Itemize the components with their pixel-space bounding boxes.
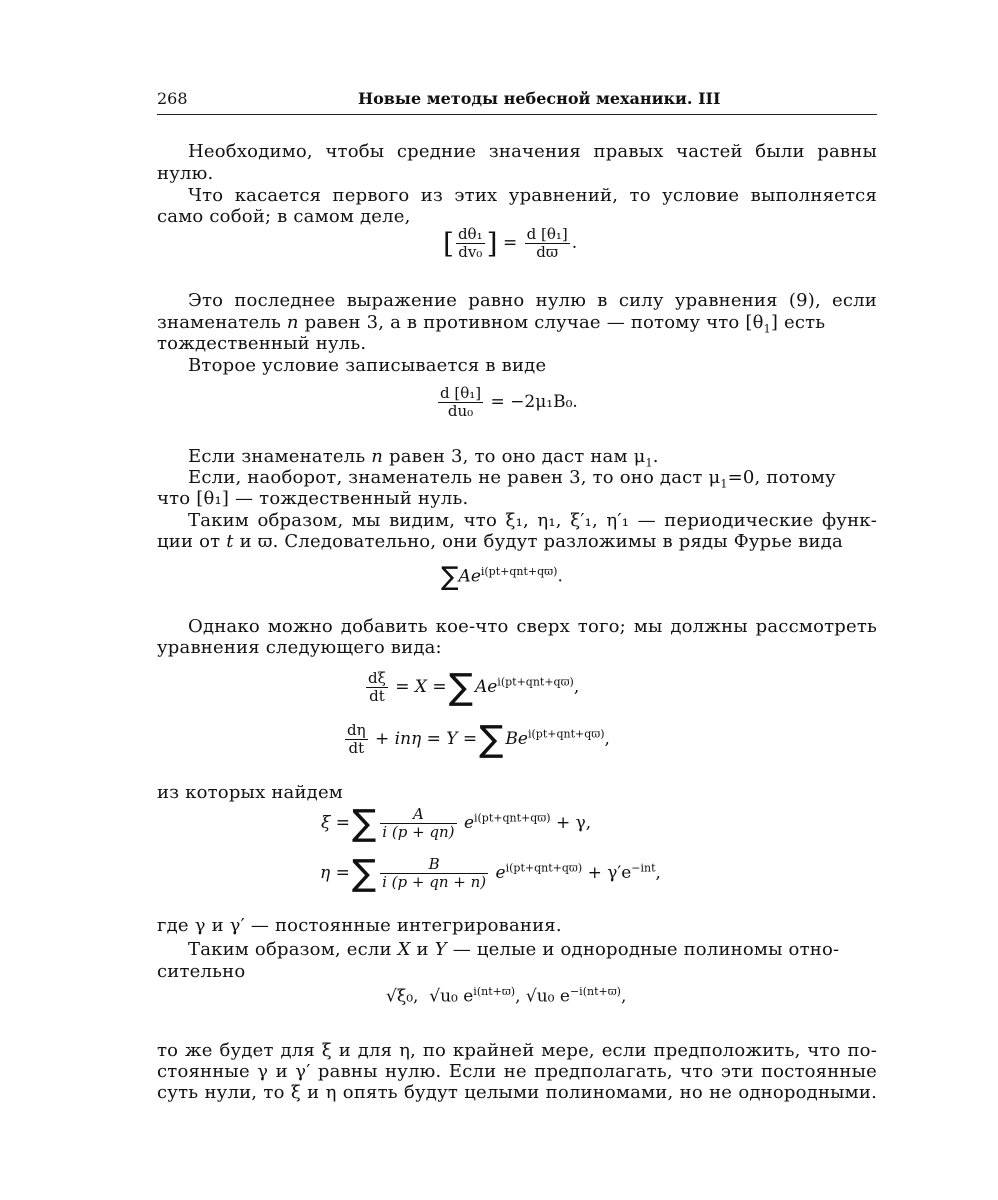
eq2-num: d [θ₁]: [440, 384, 482, 402]
equation-8: √ξ₀, √u₀ $e^{i(nt+ϖ)}$, √u₀ $e^{-i(nt+ϖ)}$,: [386, 985, 627, 1007]
sum-sign: ∑: [479, 718, 504, 760]
text-line: Необходимо, чтобы средние значения правых частей были равны: [188, 141, 877, 162]
text-line: стоянные γ и γ′ равны нулю. Если не предполагать, что эти постоянные: [157, 1061, 877, 1082]
eq2-den: du₀: [438, 402, 483, 420]
text-line: Это последнее выражение равно нулю в силу уравнения (9), если: [188, 290, 877, 311]
text-line: тождественный нуль.: [157, 333, 367, 354]
eq1-end: .: [571, 233, 578, 253]
text-line: Однако можно добавить кое-что сверх того; мы должны рассмотреть: [188, 616, 877, 637]
equation-7: η =∑ $\frac{B}{i (p + qn + n)}$ $e^{i(pt+qnt+qϖ)} + \gamma'e^{-int}$,: [320, 852, 661, 894]
text-line: Таким образом, мы видим, что ξ₁, η₁, ξ′₁, η′₁ — периодические функ-: [188, 510, 877, 531]
text-line: Если знаменатель n равен 3, то оно даст нам $\mu_1$.: [188, 446, 659, 470]
text-line: где γ и γ′ — постоянные интегрирования.: [157, 915, 562, 936]
sum-sign: ∑: [351, 852, 377, 894]
eq1-rhs-num: d [θ₁]: [526, 225, 568, 243]
text-line: сительно: [157, 961, 246, 982]
eq1-lhs-num: dθ₁: [457, 225, 483, 243]
text-line: суть нули, то ξ и η опять будут целыми полиномами, но не однородными.: [157, 1082, 877, 1103]
sum-sign: ∑: [448, 666, 473, 708]
text-line: ции от t и ϖ. Следовательно, они будут разложимы в ряды Фурье вида: [157, 531, 843, 552]
text-line: Если, наоборот, знаменатель не равен 3, то оно даст $\mu_1=0$, потому: [188, 467, 836, 491]
running-title: Новые методы небесной механики. III: [358, 89, 721, 108]
text-line: из которых найдем: [157, 782, 344, 803]
equation-2: [436, 385, 578, 420]
text-line: само собой; в самом деле,: [157, 206, 411, 227]
sum-sign: ∑: [441, 562, 459, 592]
equation-3: $\sum Ae^{i(pt+qnt+qϖ)}$.: [441, 562, 563, 592]
sum-sign: ∑: [352, 802, 377, 844]
eq1-equals: =: [502, 233, 518, 253]
text-line: Второе условие записывается в виде: [188, 355, 547, 376]
header-rule: [157, 114, 877, 115]
eq1-rhs-den: dϖ: [525, 243, 570, 261]
text-line: что [θ₁] — тождественный нуль.: [157, 488, 469, 509]
text-line: то же будет для ξ и для η, по крайней мере, если предположить, что по-: [157, 1040, 877, 1061]
text-line: уравнения следующего вида:: [157, 637, 442, 658]
text-line: Таким образом, если X и Y — целые и однородные полиномы отно-: [188, 939, 840, 960]
text-line: нулю.: [157, 163, 214, 184]
equation-5: $\frac{d\eta}{dt}$ + inη = Y =∑ $Be^{i(pt+qnt+qϖ)}$,: [347, 718, 610, 760]
equation-1: [ $\frac{\text{dθ₁}}{\text{dv₀}}$ ] = $\frac{\text{d [θ₁]}}{dϖ}$ .: [443, 225, 578, 261]
eq1-lhs-den: dv₀: [456, 243, 485, 261]
page-number: 268: [157, 89, 188, 108]
text-line: Что касается первого из этих уравнений, то условие выполняется: [188, 185, 877, 206]
equation-6: ξ =∑ $\frac{A}{i (p + qn)}$ $e^{i(pt+qnt+qϖ)} + \gamma$,: [321, 802, 592, 844]
equation-4: $\frac{d\xi}{dt}$ = X =∑ $Ae^{i(pt+qnt+qϖ)}$,: [368, 666, 580, 708]
eq2-rhs: = −2μ₁B₀.: [490, 392, 578, 412]
text-line: знаменатель n равен 3, а в противном случае — потому что $[\theta_1]$ есть: [157, 312, 826, 336]
